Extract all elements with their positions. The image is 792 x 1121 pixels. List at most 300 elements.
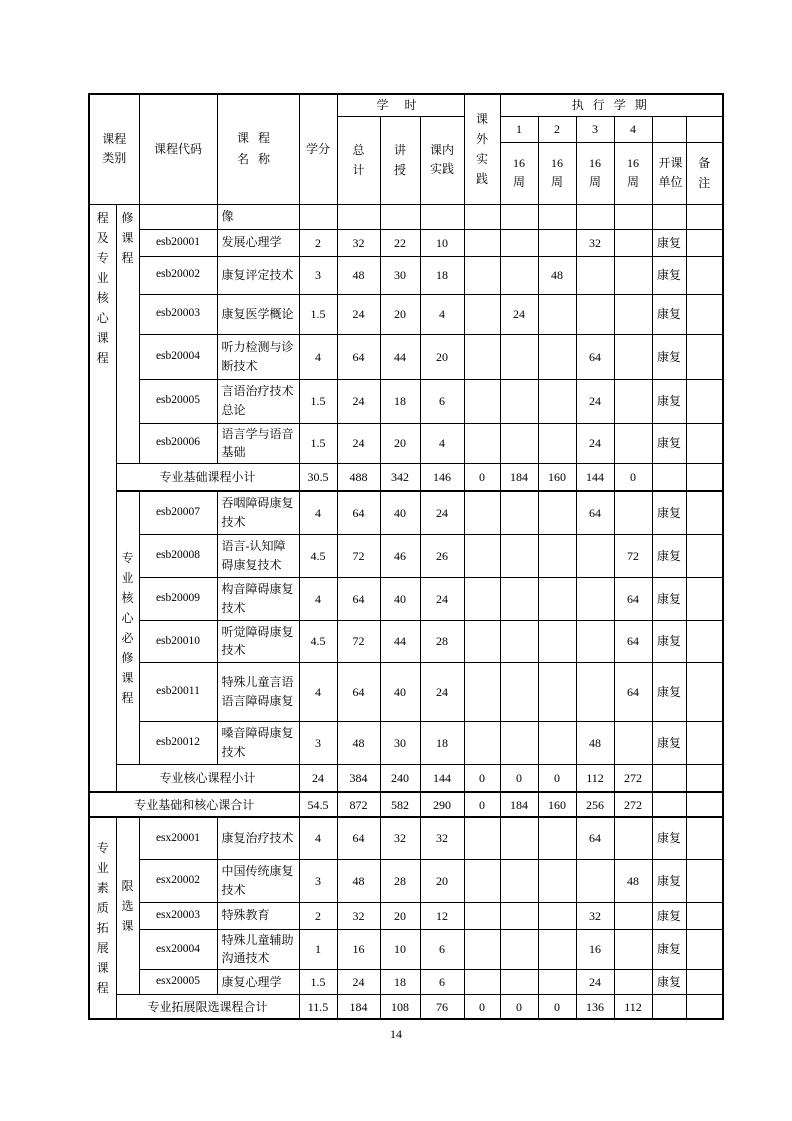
sem4-cell [614,929,652,969]
practice-cell: 6 [420,379,464,423]
header-semesters: 执行学期 [500,94,723,116]
sem3-cell [576,577,614,620]
notes-cell [686,577,723,620]
sem3-cell [576,620,614,662]
header-weeks-4: 16周 [614,142,652,204]
credits-cell: 4.5 [299,620,337,662]
notes-cell [686,859,723,902]
table-row [89,204,723,229]
lecture-cell: 40 [380,577,420,620]
practice-cell: 20 [420,859,464,902]
table-row [89,620,723,662]
notes-cell [686,294,723,334]
credits-cell: 4 [299,491,337,534]
sem2-cell [538,902,576,929]
total-cell: 488 [337,463,380,491]
practice-cell: 4 [420,294,464,334]
header-sem3: 3 [576,116,614,142]
credits-cell: 4 [299,662,337,721]
sem2-cell [538,969,576,994]
course-name: 听力检测与诊断技术 [217,334,299,379]
course-code: esx20002 [139,859,217,902]
sem2-cell [538,294,576,334]
subcategory-cell-elective: 限选课 [116,817,139,994]
lecture-cell: 32 [380,817,420,859]
course-name: 言语治疗技术总论 [217,379,299,423]
sem2-cell [538,334,576,379]
notes-cell [686,204,723,229]
sem2-cell [538,534,576,577]
sem2-cell [538,229,576,256]
notes-cell [686,620,723,662]
table-row [89,721,723,764]
sem1-cell [500,491,538,534]
unit-cell: 康复 [652,423,686,463]
total-cell: 64 [337,817,380,859]
practice-cell: 24 [420,662,464,721]
notes-cell [686,256,723,294]
total-cell: 48 [337,721,380,764]
sem4-cell: 272 [614,764,652,792]
credits-cell: 4 [299,817,337,859]
sem3-cell: 24 [576,423,614,463]
out-practice-cell [464,334,500,379]
out-practice-cell [464,721,500,764]
total-cell: 48 [337,859,380,902]
unit-cell: 康复 [652,929,686,969]
sem3-cell: 48 [576,721,614,764]
sem1-cell [500,379,538,423]
sem4-cell [614,817,652,859]
out-practice-cell: 0 [464,463,500,491]
header-weeks-1: 16周 [500,142,538,204]
unit-cell: 康复 [652,902,686,929]
table-row [89,379,723,423]
notes-cell [686,229,723,256]
total-cell: 384 [337,764,380,792]
unit-cell: 康复 [652,662,686,721]
category-cell-core: 程及专业核心课程 [89,204,116,792]
out-practice-cell [464,902,500,929]
sem3-cell: 24 [576,379,614,423]
table-row [89,577,723,620]
sem4-cell: 0 [614,463,652,491]
sem3-cell [576,662,614,721]
header-sem2: 2 [538,116,576,142]
credits-cell: 1.5 [299,379,337,423]
header-offering-unit: 开课单位 [652,142,686,204]
lecture-cell: 28 [380,859,420,902]
sem3-cell: 16 [576,929,614,969]
sem2-cell [538,859,576,902]
sem3-cell: 256 [576,792,614,817]
sem3-cell [576,294,614,334]
sem1-cell: 24 [500,294,538,334]
table-row [89,969,723,994]
notes-cell [686,423,723,463]
course-code: esx20004 [139,929,217,969]
sem1-cell [500,204,538,229]
unit-cell: 康复 [652,334,686,379]
sem4-cell: 64 [614,577,652,620]
credits-cell: 30.5 [299,463,337,491]
lecture-cell: 44 [380,620,420,662]
total-cell: 24 [337,379,380,423]
practice-cell: 28 [420,620,464,662]
lecture-cell: 18 [380,379,420,423]
sem2-cell [538,204,576,229]
unit-cell: 康复 [652,817,686,859]
course-code: esb20010 [139,620,217,662]
notes-cell [686,721,723,764]
credits-cell: 24 [299,764,337,792]
sem1-cell [500,721,538,764]
lecture-cell: 240 [380,764,420,792]
practice-cell: 24 [420,577,464,620]
table-row [89,491,723,534]
sem3-cell: 136 [576,994,614,1019]
sem3-cell [576,204,614,229]
out-practice-cell [464,929,500,969]
header-sem1: 1 [500,116,538,142]
course-name: 语言-认知障碍康复技术 [217,534,299,577]
course-name: 吞咽障碍康复技术 [217,491,299,534]
sem4-cell: 48 [614,859,652,902]
sem1-cell [500,902,538,929]
practice-cell: 26 [420,534,464,577]
course-name: 听觉障碍康复技术 [217,620,299,662]
table-row [89,902,723,929]
sem4-cell [614,969,652,994]
course-code: esb20011 [139,662,217,721]
table-row [89,229,723,256]
practice-cell: 6 [420,969,464,994]
practice-cell: 4 [420,423,464,463]
credits-cell: 3 [299,721,337,764]
notes-cell [686,334,723,379]
total-cell: 72 [337,534,380,577]
header-notes: 备注 [686,142,723,204]
notes-cell [686,379,723,423]
sem3-cell [576,534,614,577]
sem2-cell [538,662,576,721]
course-name: 发展心理学 [217,229,299,256]
sem1-cell [500,969,538,994]
header-credits: 学分 [299,94,337,204]
out-practice-cell [464,229,500,256]
notes-cell [686,902,723,929]
sem2-cell [538,577,576,620]
sem4-cell [614,379,652,423]
header-sem4: 4 [614,116,652,142]
lecture-cell [380,204,420,229]
sem3-cell: 64 [576,817,614,859]
sem4-cell [614,204,652,229]
table-row [89,423,723,463]
sem3-cell: 64 [576,334,614,379]
sem4-cell: 112 [614,994,652,1019]
course-name: 语言学与语音基础 [217,423,299,463]
course-code: esx20001 [139,817,217,859]
table-row [89,662,723,721]
sem1-cell [500,662,538,721]
lecture-cell: 46 [380,534,420,577]
course-code: esb20005 [139,379,217,423]
sem2-cell: 0 [538,764,576,792]
notes-cell [686,463,723,491]
sem2-cell [538,929,576,969]
sem1-cell [500,817,538,859]
notes-cell [686,969,723,994]
credits-cell: 1.5 [299,423,337,463]
total-cell [337,204,380,229]
subtotal-row-basic [89,463,723,491]
credits-cell [299,204,337,229]
unit-cell: 康复 [652,256,686,294]
course-name: 像 [217,204,299,229]
course-code: esb20002 [139,256,217,294]
sem3-cell: 144 [576,463,614,491]
course-code: esx20005 [139,969,217,994]
out-practice-cell [464,423,500,463]
credits-cell: 2 [299,229,337,256]
sem3-cell: 64 [576,491,614,534]
lecture-cell: 40 [380,662,420,721]
unit-cell [652,204,686,229]
practice-cell: 290 [420,792,464,817]
sem4-cell [614,721,652,764]
page-number: 14 [390,1027,402,1041]
lecture-cell: 20 [380,294,420,334]
sem2-cell [538,379,576,423]
sem4-cell [614,902,652,929]
sem2-cell: 0 [538,994,576,1019]
total-cell: 72 [337,620,380,662]
sem2-cell: 160 [538,463,576,491]
practice-cell: 12 [420,902,464,929]
unit-cell: 康复 [652,969,686,994]
sem1-cell: 0 [500,764,538,792]
course-name: 康复心理学 [217,969,299,994]
credits-cell: 1 [299,929,337,969]
practice-cell: 144 [420,764,464,792]
course-name: 康复治疗技术 [217,817,299,859]
out-practice-cell [464,662,500,721]
sem2-cell [538,817,576,859]
notes-cell [686,491,723,534]
credits-cell: 1.5 [299,294,337,334]
unit-cell [652,994,686,1019]
lecture-cell: 582 [380,792,420,817]
subtotal-label: 专业核心课程小计 [116,764,299,792]
unit-cell [652,764,686,792]
total-row-basic-core [89,792,723,817]
out-practice-cell [464,379,500,423]
out-practice-cell: 0 [464,792,500,817]
header-class-hours: 学时 [337,94,464,116]
sem3-cell [576,256,614,294]
credits-cell: 4 [299,577,337,620]
course-name: 康复评定技术 [217,256,299,294]
total-cell: 184 [337,994,380,1019]
credits-cell: 4 [299,334,337,379]
practice-cell: 6 [420,929,464,969]
credits-cell: 3 [299,256,337,294]
course-name: 中国传统康复技术 [217,859,299,902]
subcategory-cell-core-required: 专业核心必修课程 [116,491,139,764]
header-course-code: 课程代码 [139,94,217,204]
lecture-cell: 22 [380,229,420,256]
table-row [89,294,723,334]
table-row [89,256,723,294]
header-out-class-practice: 课外实践 [464,94,500,204]
sem1-cell: 0 [500,994,538,1019]
sem4-cell: 272 [614,792,652,817]
sem4-cell [614,423,652,463]
course-code: esb20003 [139,294,217,334]
total-cell: 64 [337,662,380,721]
practice-cell: 24 [420,491,464,534]
total-row-elective [89,994,723,1019]
sem2-cell [538,423,576,463]
course-code: esb20007 [139,491,217,534]
header-total-hours: 总计 [337,116,380,204]
header-course-name: 课程名称 [217,94,299,204]
out-practice-cell [464,294,500,334]
sem4-cell [614,256,652,294]
total-cell: 32 [337,902,380,929]
total-label: 专业拓展限选课程合计 [116,994,299,1019]
course-code: esx20003 [139,902,217,929]
sem4-cell [614,229,652,256]
total-label: 专业基础和核心课合计 [89,792,299,817]
credits-cell: 2 [299,902,337,929]
unit-cell: 康复 [652,294,686,334]
notes-cell [686,534,723,577]
header-weeks-2: 16周 [538,142,576,204]
course-code: esb20009 [139,577,217,620]
header-weeks-3: 16周 [576,142,614,204]
sem1-cell [500,859,538,902]
course-name: 特殊儿童辅助沟通技术 [217,929,299,969]
credits-cell: 54.5 [299,792,337,817]
sem1-cell [500,334,538,379]
header-in-class-practice: 课内实践 [420,116,464,204]
out-practice-cell [464,577,500,620]
unit-cell: 康复 [652,491,686,534]
sem4-cell: 64 [614,620,652,662]
sem1-cell [500,620,538,662]
out-practice-cell [464,204,500,229]
sem4-cell: 64 [614,662,652,721]
category-cell-expansion: 专业素质拓展课程 [89,817,116,1019]
subtotal-row-core [89,764,723,792]
course-code: esb20008 [139,534,217,577]
lecture-cell: 342 [380,463,420,491]
unit-cell: 康复 [652,229,686,256]
lecture-cell: 18 [380,969,420,994]
notes-cell [686,792,723,817]
table-row [89,534,723,577]
total-cell: 64 [337,491,380,534]
sem1-cell: 184 [500,792,538,817]
out-practice-cell [464,620,500,662]
out-practice-cell: 0 [464,764,500,792]
sem3-cell [576,859,614,902]
practice-cell: 18 [420,256,464,294]
sem4-cell: 72 [614,534,652,577]
practice-cell: 76 [420,994,464,1019]
out-practice-cell [464,534,500,577]
out-practice-cell [464,817,500,859]
subtotal-label: 专业基础课程小计 [116,463,299,491]
sem2-cell: 48 [538,256,576,294]
credits-cell: 4.5 [299,534,337,577]
practice-cell: 18 [420,721,464,764]
header-row-1 [89,94,723,116]
lecture-cell: 44 [380,334,420,379]
header-empty-unit [652,116,686,142]
course-code: esb20012 [139,721,217,764]
total-cell: 64 [337,577,380,620]
practice-cell: 32 [420,817,464,859]
course-name: 构音障碍康复技术 [217,577,299,620]
credits-cell: 1.5 [299,969,337,994]
course-code: esb20001 [139,229,217,256]
course-code: esb20004 [139,334,217,379]
out-practice-cell [464,256,500,294]
course-name: 嗓音障碍康复技术 [217,721,299,764]
total-cell: 24 [337,969,380,994]
out-practice-cell [464,859,500,902]
sem4-cell [614,334,652,379]
total-cell: 48 [337,256,380,294]
table-row [89,817,723,859]
unit-cell: 康复 [652,859,686,902]
course-code: esb20006 [139,423,217,463]
out-practice-cell [464,491,500,534]
notes-cell [686,662,723,721]
practice-cell: 10 [420,229,464,256]
practice-cell: 20 [420,334,464,379]
notes-cell [686,764,723,792]
header-lecture-hours: 讲授 [380,116,420,204]
sem2-cell [538,491,576,534]
unit-cell: 康复 [652,577,686,620]
course-name: 特殊教育 [217,902,299,929]
subcategory-cell-required: 修课程 [116,204,139,463]
notes-cell [686,994,723,1019]
sem1-cell: 184 [500,463,538,491]
sem1-cell [500,929,538,969]
sem1-cell [500,229,538,256]
sem3-cell: 32 [576,902,614,929]
sem2-cell [538,620,576,662]
credits-cell: 11.5 [299,994,337,1019]
sem4-cell [614,491,652,534]
lecture-cell: 40 [380,491,420,534]
sem3-cell: 24 [576,969,614,994]
practice-cell [420,204,464,229]
curriculum-table [88,93,724,1020]
course-name: 康复医学概论 [217,294,299,334]
unit-cell: 康复 [652,721,686,764]
notes-cell [686,817,723,859]
header-empty-notes [686,116,723,142]
sem2-cell [538,721,576,764]
sem1-cell [500,577,538,620]
course-code [139,204,217,229]
